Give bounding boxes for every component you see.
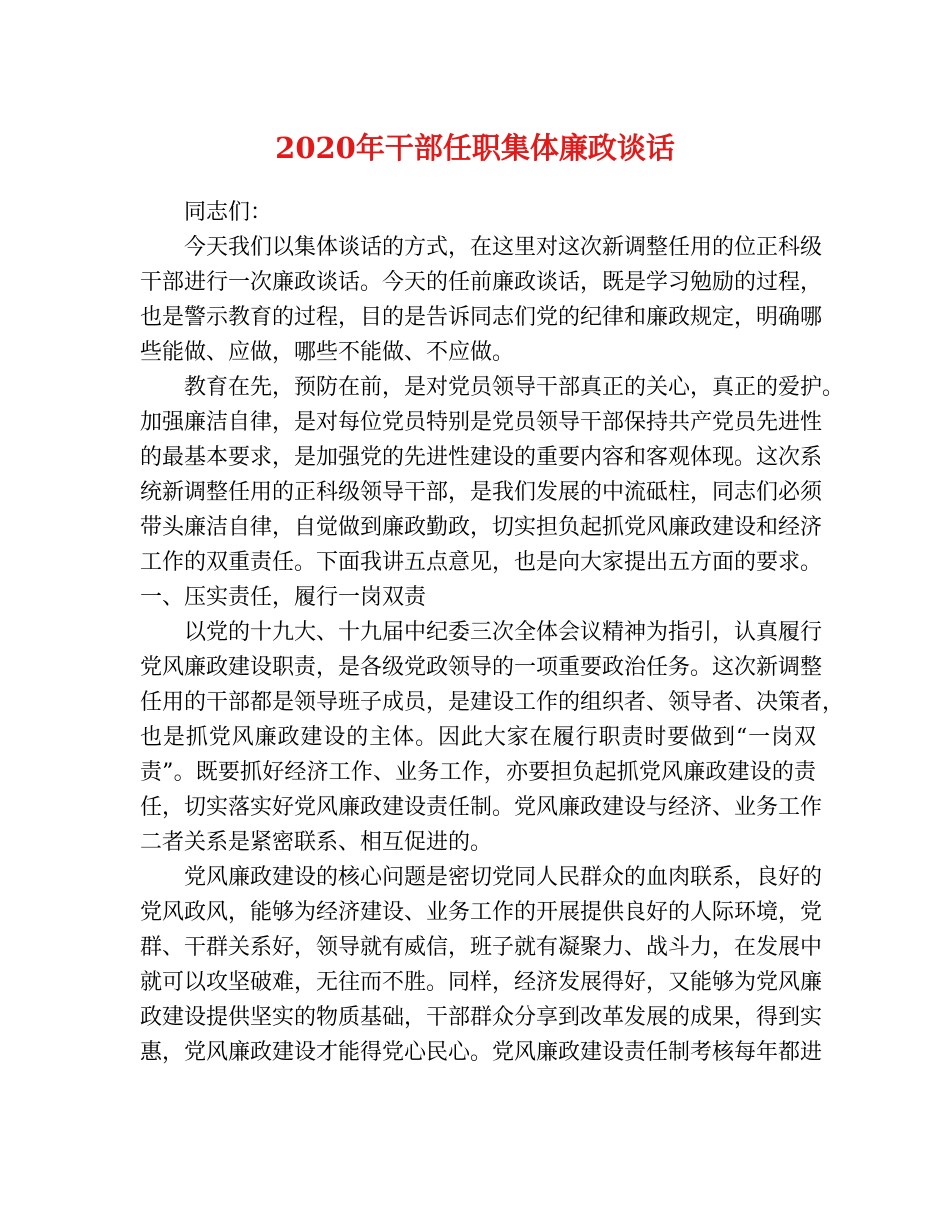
paragraph-line: 以党的十九大、十九届中纪委三次全体会议精神为指引，认真履行 [184, 620, 823, 645]
section-heading: 一、压实责任，履行一岗双责 [140, 585, 427, 610]
paragraph-line: 统新调整任用的正科级领导干部，是我们发展的中流砥柱，同志们必须 [140, 480, 823, 505]
paragraph-line: 责”。既要抓好经济工作、业务工作，亦要担负起抓党风廉政建设的责 [140, 760, 816, 785]
paragraph-line: 也是抓党风廉政建设的主体。因此大家在履行职责时要做到“一岗双 [140, 725, 816, 750]
paragraph-line: 带头廉洁自律，自觉做到廉政勤政，切实担负起抓党风廉政建设和经济 [140, 515, 823, 540]
paragraph-line: 党风廉政建设职责，是各级党政领导的一项重要政治任务。这次新调整 [140, 655, 823, 680]
paragraph-line: 惠，党风廉政建设才能得党心民心。党风廉政建设责任制考核每年都进 [140, 1040, 823, 1065]
paragraph-line: 党风廉政建设的核心问题是密切党同人民群众的血肉联系，良好的 [184, 865, 823, 890]
document-body [140, 195, 845, 1070]
paragraph-line: 今天我们以集体谈话的方式，在这里对这次新调整任用的位正科级 [184, 235, 823, 260]
document-title: 2020年干部任职集体廉政谈话 [275, 131, 675, 165]
paragraph-line: 也是警示教育的过程，目的是告诉同志们党的纪律和廉政规定，明确哪 [140, 305, 823, 330]
salutation-line: 同志们： [184, 200, 273, 225]
paragraph-line: 教育在先，预防在前，是对党员领导干部真正的关心，真正的爱护。 [184, 375, 845, 400]
paragraph-line: 政建设提供坚实的物质基础，干部群众分享到改革发展的成果，得到实 [140, 1005, 823, 1030]
paragraph-line: 任用的干部都是领导班子成员，是建设工作的组织者、领导者、决策者， [140, 690, 845, 715]
paragraph-line: 加强廉洁自律，是对每位党员特别是党员领导干部保持共产党员先进性 [140, 410, 823, 435]
paragraph-line: 二者关系是紧密联系、相互促进的。 [140, 830, 493, 855]
paragraph-line: 工作的双重责任。下面我讲五点意见，也是向大家提出五方面的要求。 [140, 550, 823, 575]
paragraph-line: 就可以攻坚破难，无往而不胜。同样，经济发展得好，又能够为党风廉 [140, 970, 823, 995]
paragraph-line: 的最基本要求，是加强党的先进性建设的重要内容和客观体现。这次系 [140, 445, 823, 470]
paragraph-line: 任，切实落实好党风廉政建设责任制。党风廉政建设与经济、业务工作 [140, 795, 823, 820]
paragraph-line: 些能做、应做，哪些不能做、不应做。 [140, 340, 515, 365]
paragraph-line: 群、干群关系好，领导就有威信，班子就有凝聚力、战斗力，在发展中 [140, 935, 823, 960]
paragraph-line: 干部进行一次廉政谈话。今天的任前廉政谈话，既是学习勉励的过程， [140, 270, 823, 295]
paragraph-line: 党风政风，能够为经济建设、业务工作的开展提供良好的人际环境，党 [140, 900, 823, 925]
